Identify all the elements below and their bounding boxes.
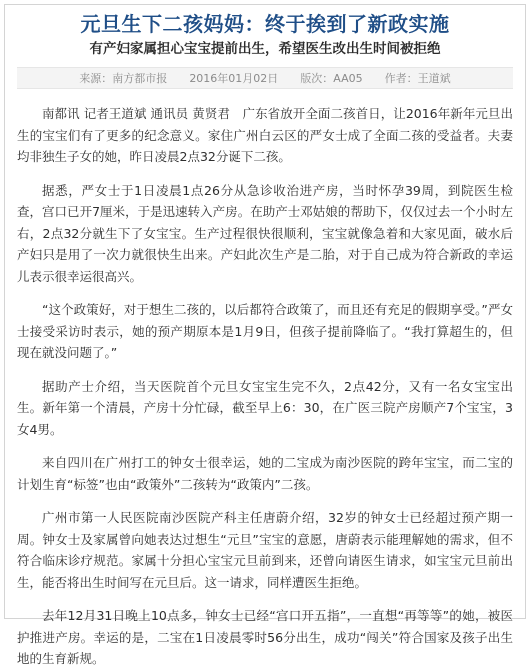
article-source: 来源：南方都市报 bbox=[79, 72, 168, 85]
article-paragraph: 据助产士介绍，当天医院首个元旦女宝宝生完不久，2点42分，又有一名女宝宝出生。新年第一个清晨，产房十分忙碌，截至早上6：30，在广医三院产房顺产7个宝宝，3女4男。 bbox=[17, 378, 513, 437]
article-paragraph: 广州市第一人民医院南沙医院产科主任唐蔚介绍，32岁的钟女士已经超过预产期一周。钟女士及家属曾向她表达过想生“元旦”宝宝的意愿，唐蔚表示能理解她的需求，但不符合临床诊疗规范。家属十分担心宝宝元旦前到来，还曾向请医生请求，如宝宝元旦前出生，能否将出生时间写在元旦后。这一请求，同样遭医生拒绝。 bbox=[17, 510, 513, 590]
article-paragraph: 南都讯 记者王道斌 通讯员 黄贤君 广东省放开全面二孩首日，让2016年新年元旦出生的宝宝们有了更多的纪念意义。家住广州白云区的严女士成了全面二孩的受益者。夫妻均非独生子女的她，昨日凌晨2点32分诞下二孩。 bbox=[17, 106, 513, 164]
article-body bbox=[17, 103, 513, 670]
article-page: 版次：AA05 bbox=[300, 72, 363, 85]
article-headline: 元旦生下二孩妈妈：终于挨到了新政实施 bbox=[80, 12, 450, 36]
article-paragraph: 来自四川在广州打工的钟女士很幸运，她的二宝成为南沙医院的跨年宝宝，而二宝的计划生育“标签”也由“政策外”二孩转为“政策内”二孩。 bbox=[17, 455, 513, 492]
article-paragraph: 去年12月31日晚上10点多，钟女士已经“宫口开五指”，一直想“再等等”的她，被医护推进产房。幸运的是，二宝在1日凌晨零时56分出生，成功“闯关”符合国家及孩子出生地的生育新规。 bbox=[17, 608, 513, 666]
article-author: 作者：王道斌 bbox=[384, 72, 451, 85]
article-frame bbox=[4, 4, 526, 666]
article-paragraph: 据悉，严女士于1日凌晨1点26分从急诊收治进产房，当时怀孕39周，到院医生检查，宫口已开7厘米，于是迅速转入产房。在助产士邓姑娘的帮助下，仅仅过去一个小时左右，2点32分就生下了女宝宝。生产过程很快很顺利，宝宝就像急着和大家见面，破水后产妇只是用了一次力就很快生出来。产妇此次生产是二胎，对于自己成为符合新政的幸运儿表示很幸运很高兴。 bbox=[17, 182, 513, 284]
article-meta-bar bbox=[17, 67, 513, 89]
article-subheadline: 有产妇家属担心宝宝提前出生，希望医生改出生时间被拒绝 bbox=[89, 41, 441, 57]
article-paragraph: “这个政策好，对于想生二孩的，以后都符合政策了，而且还有充足的假期享受。”严女士接受采访时表示，她的预产期原本是1月9日，但孩子提前降临了。“我打算超生的，但现在就没问题了。” bbox=[17, 302, 513, 360]
article-date: 2016年01月02日 bbox=[189, 72, 279, 85]
